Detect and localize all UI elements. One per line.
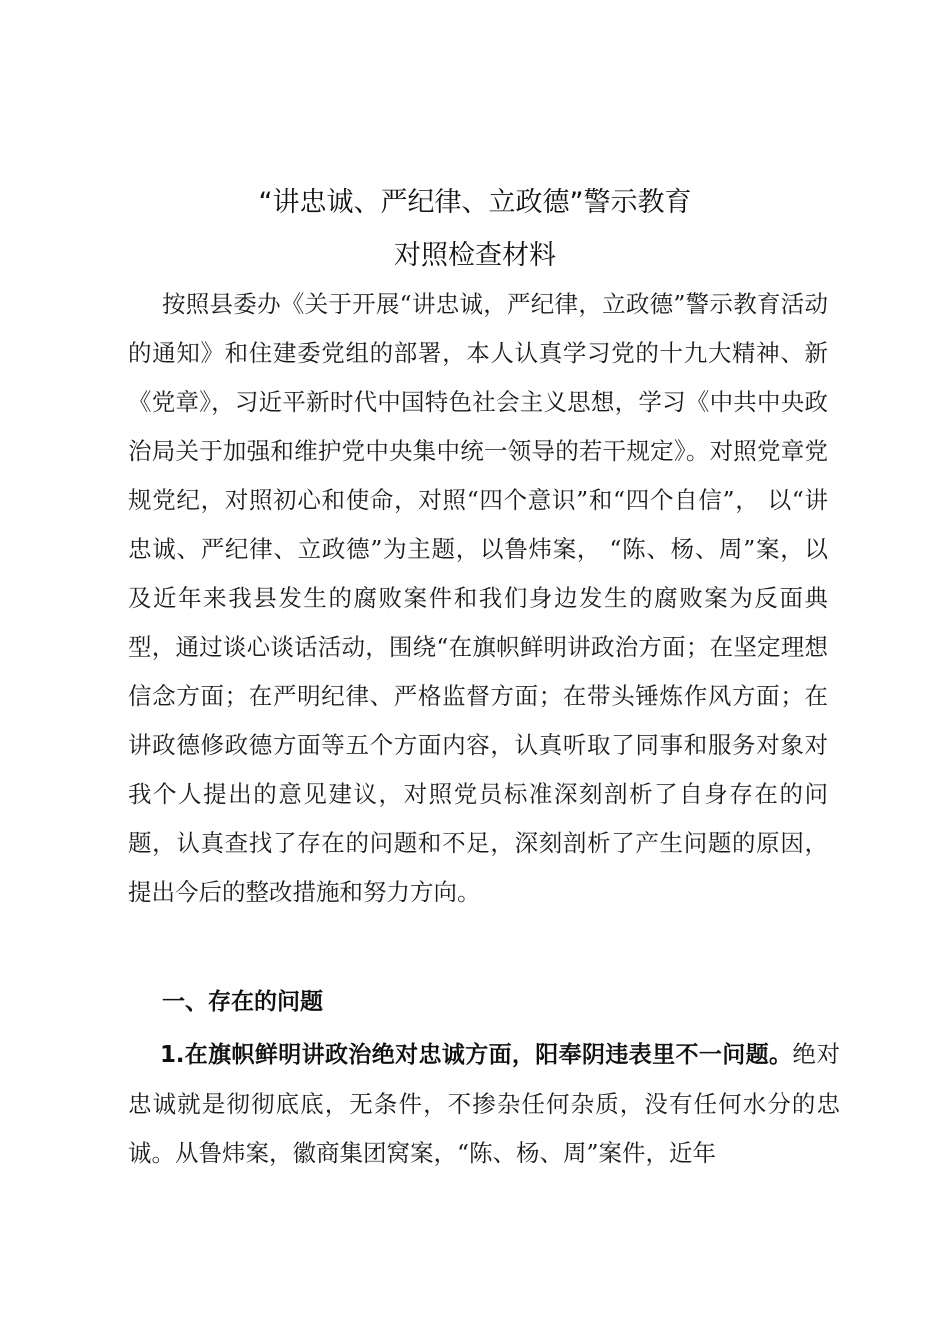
intro-paragraph: 按照县委办《关于开展“讲忠诚，严纪律，立政德”警示教育活动的通知》和住建委党组的部署，本人认真学习党的十九大精神、新《党章》，习近平新时代中国特色社会主义思想，学习《中共中央政治局关于加强和维护党中央集中统一领导的若干规定》。对照党章党规党纪，对照初心和使命，对照“四个意识”和“四个自信”， 以“讲忠诚、严纪律、立政德”为主题，以鲁炜案， “陈、杨、周”案，以及近年来我县发生的腐败案件和我们身边发生的腐败案为反面典型，通过谈心谈话活动，围绕“在旗帜鲜明讲政治方面；在坚定理想信念方面；在严明纪律、严格监督方面；在带头锤炼作风方面；在讲政德修政德方面等五个方面内容，认真听取了同事和服务对象对我个人提出的意见建议，对照党员标准深刻剖析了自身存在的问题，认真查找了存在的问题和不足，深刻剖析了产生问题的原因，提出今后的整改措施和努力方向。 [128, 290, 828, 906]
document-title-line-1: “讲忠诚、严纪律、立政德”警示教育 [258, 187, 692, 218]
problem-item-1-text: 绝对忠诚就是彻彻底底，无条件，不掺杂任何杂质，没有任何水分的忠诚。从鲁炜案，徽商集团窝案，“陈、杨、周”案件，近年 [128, 1040, 841, 1167]
document-title-line-2: 对照检查材料 [394, 240, 556, 271]
problem-item-1-heading: 1.在旗帜鲜明讲政治绝对忠诚方面，阳奉阴违表里不一问题。 [160, 1042, 793, 1068]
problem-item-1 [128, 1030, 840, 1178]
section-heading-problems: 一、存在的问题 [162, 989, 323, 1015]
